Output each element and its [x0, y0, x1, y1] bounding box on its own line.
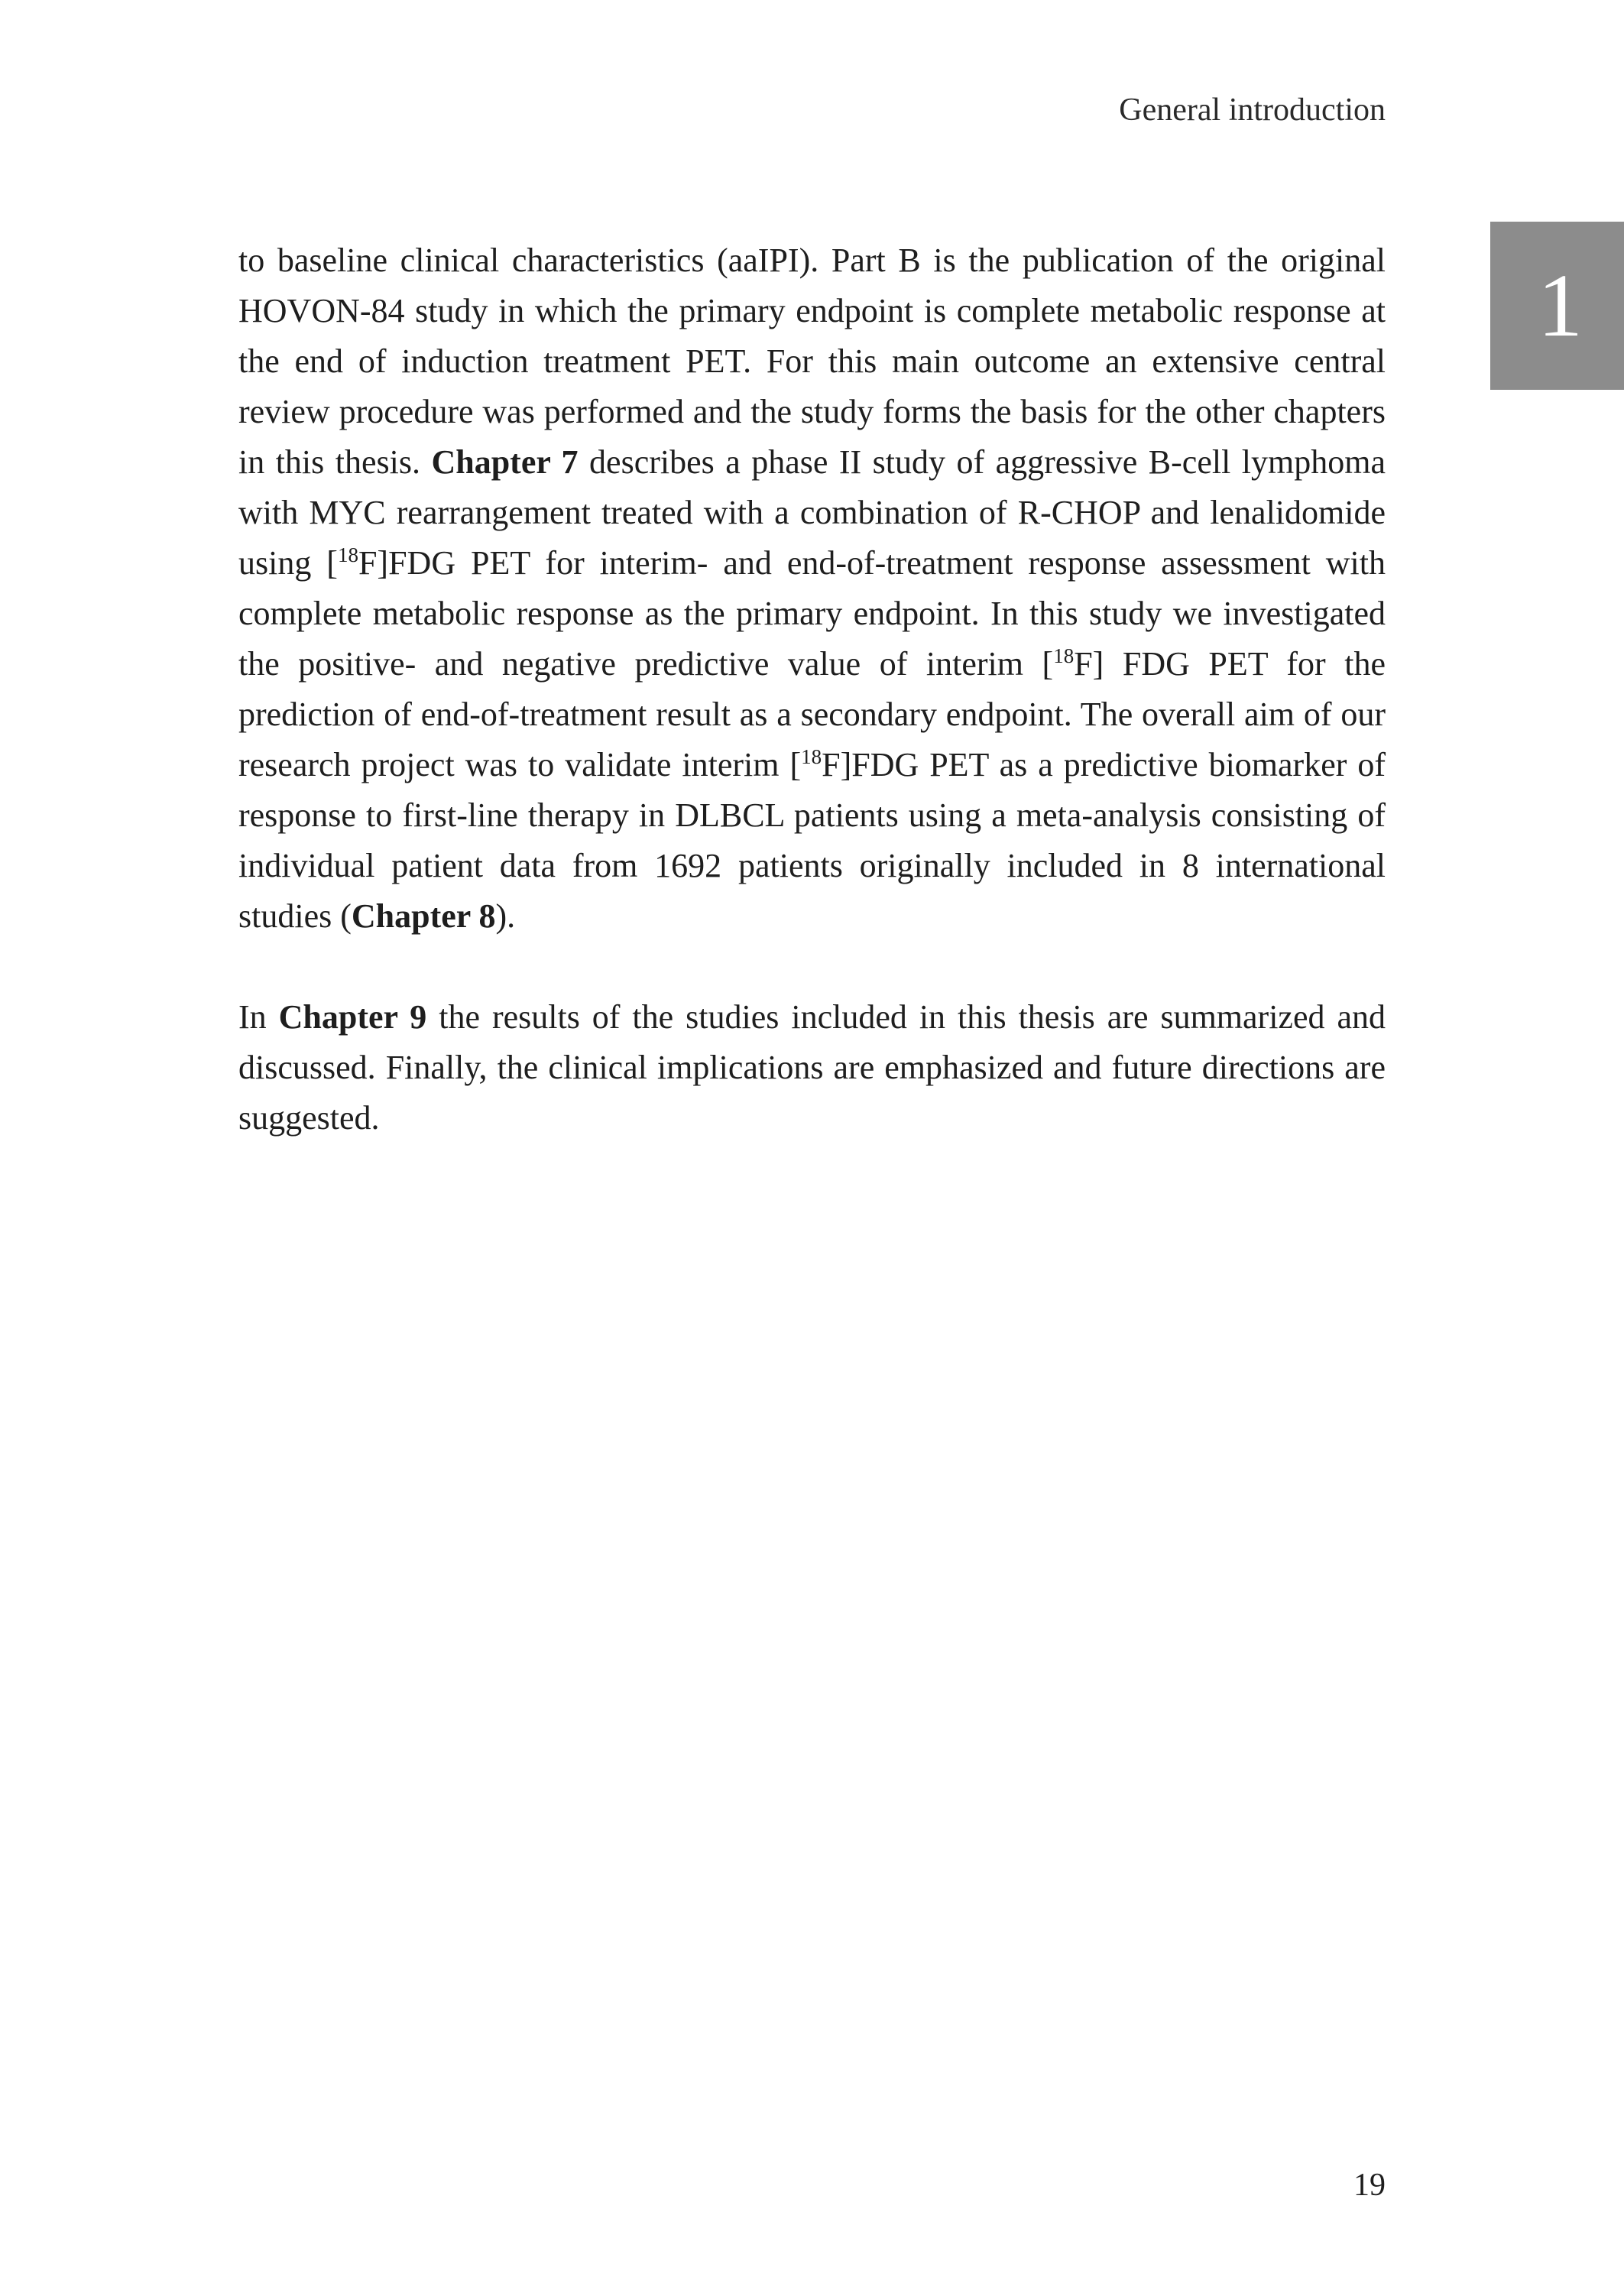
paragraph: [238, 992, 1386, 1143]
page-number: 19: [1353, 2168, 1386, 2203]
chapter-number: 1: [1538, 255, 1583, 355]
isotope-superscript: 18: [1053, 644, 1075, 667]
chapter-reference: Chapter 8: [351, 897, 496, 935]
text-run: ).: [495, 897, 516, 935]
text-run: F] FDG PET for the prediction of end-of-treatment result as a secondary endpoint. The overall aim of our research project was to validate interim [: [238, 645, 1386, 783]
text-run: F]FDG PET as a predictive biomarker of response to first-line therapy in DLBCL patients using a meta-analysis consisting of individual patient data from 1692 patients originally included in 8 international studies (: [238, 746, 1386, 935]
body-text: [238, 235, 1386, 1143]
isotope-superscript: 18: [337, 543, 358, 566]
paragraph: [238, 235, 1386, 942]
text-run: to baseline clinical characteristics (aaIPI). Part B is the publication of the original HOVON-84 study in which the primary endpoint is complete metabolic response at the end of induction treatment PET. For this main outcome an extensive central review procedure was performed and the study forms the basis for the other chapters in this thesis.: [238, 242, 1386, 481]
isotope-superscript: 18: [801, 745, 822, 768]
chapter-reference: Chapter 7: [431, 443, 579, 481]
running-header: General introduction: [1119, 92, 1386, 128]
text-run: the results of the studies included in this thesis are summarized and discussed. Finally, the clinical implications are emphasized and future directions are suggested.: [238, 998, 1386, 1137]
text-run: describes a phase II study of aggressive B-cell lymphoma with MYC rearrangement treated with a combination of R-CHOP and lenalidomide using [: [238, 443, 1386, 582]
text-run: In: [238, 998, 279, 1036]
text-run: F]FDG PET for interim- and end-of-treatment response assessment with complete metabolic response as the primary endpoint. In this study we investigated the positive- and negative predictive value of interim [: [238, 544, 1386, 683]
chapter-tab: [1490, 222, 1624, 390]
chapter-reference: Chapter 9: [278, 998, 427, 1036]
